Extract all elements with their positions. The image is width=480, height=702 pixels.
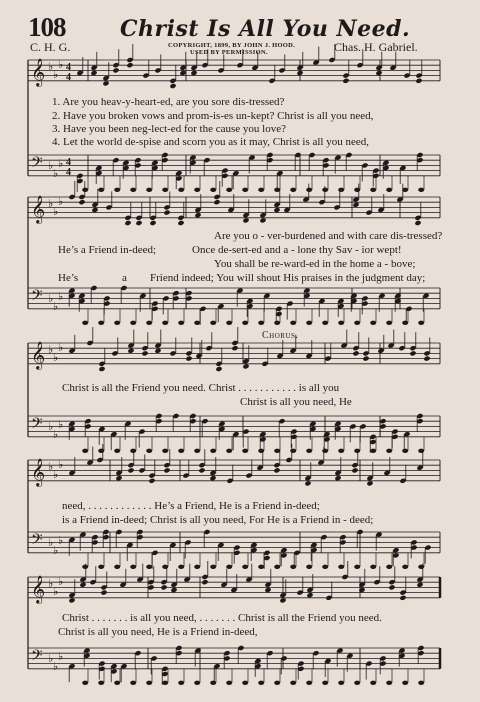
note-head xyxy=(162,321,168,325)
note-head xyxy=(322,321,328,325)
flat-sign: ♭ xyxy=(58,290,64,303)
note-head xyxy=(91,207,98,213)
note-head xyxy=(98,565,104,569)
note-head xyxy=(423,356,430,362)
chorus-lyric-lower-2: is a Friend in-deed; Christ is all you need, For He is a Friend in - deed; xyxy=(62,514,374,526)
note-head xyxy=(126,62,133,68)
note-head xyxy=(127,348,134,354)
note-head xyxy=(194,321,200,325)
note-head xyxy=(114,188,120,192)
note-head xyxy=(210,681,216,685)
note-head xyxy=(296,70,303,76)
note-head xyxy=(306,565,312,569)
note-head xyxy=(114,565,120,569)
chorus-lyric-upper: Christ is all the Friend you need. Christ . . . . . . . . . . . is all you xyxy=(62,382,340,394)
note-head xyxy=(194,188,200,192)
note-head xyxy=(135,220,142,226)
note-head xyxy=(258,449,264,453)
note-head xyxy=(194,449,200,453)
flat-sign: ♭ xyxy=(48,343,54,356)
note-head xyxy=(279,597,286,603)
note-head xyxy=(130,681,136,685)
verse-3-lyric: 3. Have you been neg-lect-ed for the cause you love? xyxy=(52,123,286,135)
time-signature: 4 xyxy=(66,62,71,73)
note-head xyxy=(370,449,376,453)
flat-sign: ♭ xyxy=(58,341,64,354)
flat-sign: ♭ xyxy=(48,536,54,549)
note-head xyxy=(98,321,104,325)
note-head xyxy=(162,565,168,569)
flat-sign: ♭ xyxy=(53,351,59,364)
bass-clef: 𝄢 xyxy=(31,531,43,552)
flat-sign: ♭ xyxy=(53,544,59,557)
note-head xyxy=(102,80,109,86)
flat-sign: ♭ xyxy=(48,197,54,210)
note-head xyxy=(194,212,201,218)
note-head xyxy=(160,584,167,590)
note-head xyxy=(366,480,373,486)
note-head xyxy=(163,467,170,473)
treble-clef: 𝄞 xyxy=(31,575,46,603)
note-head xyxy=(177,220,184,226)
note-head xyxy=(418,565,424,569)
note-head xyxy=(82,565,88,569)
note-head xyxy=(258,681,264,685)
note-head xyxy=(338,449,344,453)
note-head xyxy=(409,350,416,356)
note-head xyxy=(170,587,177,593)
note-head xyxy=(306,592,313,598)
note-head xyxy=(242,363,249,369)
note-head xyxy=(322,449,328,453)
flat-sign: ♭ xyxy=(58,575,64,588)
note-head xyxy=(338,565,344,569)
note-head xyxy=(322,565,328,569)
note-head xyxy=(338,188,344,192)
note-head xyxy=(178,321,184,325)
note-head xyxy=(370,681,376,685)
note-head xyxy=(274,321,280,325)
note-head xyxy=(415,78,422,84)
flat-sign: ♭ xyxy=(53,660,59,673)
note-head xyxy=(242,321,248,325)
flat-sign: ♭ xyxy=(53,468,59,481)
note-head xyxy=(215,366,222,372)
note-head xyxy=(190,70,197,76)
note-head xyxy=(231,345,238,351)
note-head xyxy=(416,582,423,588)
note-head xyxy=(114,321,120,325)
note-head xyxy=(290,565,296,569)
note-head xyxy=(370,565,376,569)
note-head xyxy=(98,188,104,192)
note-head xyxy=(414,220,421,226)
note-head xyxy=(388,584,395,590)
note-head xyxy=(354,188,360,192)
flat-sign: ♭ xyxy=(53,300,59,313)
note-head xyxy=(290,321,296,325)
flat-sign: ♭ xyxy=(48,652,54,665)
note-head xyxy=(210,449,216,453)
note-head xyxy=(124,220,131,226)
note-head xyxy=(82,681,88,685)
note-head xyxy=(273,467,280,473)
note-head xyxy=(210,565,216,569)
note-head xyxy=(148,478,155,484)
note-head xyxy=(290,449,296,453)
flat-sign: ♭ xyxy=(48,420,54,433)
note-head xyxy=(226,681,232,685)
note-head xyxy=(290,188,296,192)
flat-sign: ♭ xyxy=(53,68,59,81)
flat-sign: ♭ xyxy=(53,205,59,218)
note-head xyxy=(273,207,280,213)
note-head xyxy=(274,188,280,192)
note-head xyxy=(306,188,312,192)
note-head xyxy=(354,449,360,453)
note-head xyxy=(114,681,120,685)
note-head xyxy=(402,321,408,325)
flat-sign: ♭ xyxy=(58,195,64,208)
note-head xyxy=(146,681,152,685)
time-signature: 4 xyxy=(66,157,71,168)
chorus-lyric-upper-3: Christ . . . . . . . is all you need, . . . . . . . Christ is all the Friend you need. xyxy=(62,612,382,624)
note-head xyxy=(274,565,280,569)
note-head xyxy=(100,590,107,596)
note-head xyxy=(242,565,248,569)
note-head xyxy=(210,321,216,325)
note-head xyxy=(178,188,184,192)
note-head xyxy=(185,356,192,362)
note-head xyxy=(354,321,360,325)
bass-clef: 𝄢 xyxy=(31,287,43,308)
note-head xyxy=(352,202,359,208)
flat-sign: ♭ xyxy=(58,458,64,471)
note-head xyxy=(290,681,296,685)
bass-clef: 𝄢 xyxy=(31,154,43,175)
note-head xyxy=(226,188,232,192)
permission-line: USED BY PERMISSION. xyxy=(190,49,268,56)
note-head xyxy=(386,449,392,453)
note-head xyxy=(264,587,271,593)
note-head xyxy=(370,321,376,325)
note-head xyxy=(114,449,120,453)
flat-sign: ♭ xyxy=(53,167,59,180)
note-head xyxy=(213,199,220,205)
note-head xyxy=(127,467,134,473)
note-head xyxy=(82,321,88,325)
note-head xyxy=(242,681,248,685)
chorus-lyric-lower-3: Christ is all you need, He is a Friend in-deed, xyxy=(58,626,258,638)
note-head xyxy=(130,449,136,453)
note-head xyxy=(163,210,170,216)
note-head xyxy=(370,188,376,192)
note-head xyxy=(386,565,392,569)
verse-4-lyric-cont: Friend indeed; You will shout His praises in the judgment day; xyxy=(150,272,426,284)
time-signature: 4 xyxy=(66,72,71,83)
copyright-line: COPYRIGHT, 1899, BY JOHN J. HOOD. xyxy=(168,42,296,49)
note-head xyxy=(162,681,168,685)
note-head xyxy=(352,350,359,356)
note-head xyxy=(179,70,186,76)
flat-sign: ♭ xyxy=(48,60,54,73)
note-head xyxy=(258,321,264,325)
note-head xyxy=(306,321,312,325)
flat-sign: ♭ xyxy=(48,577,54,590)
treble-clef: 𝄞 xyxy=(31,341,46,369)
note-head xyxy=(402,681,408,685)
note-head xyxy=(418,681,424,685)
note-head xyxy=(274,681,280,685)
note-head xyxy=(98,681,104,685)
flat-sign: ♭ xyxy=(58,650,64,663)
flat-sign: ♭ xyxy=(58,534,64,547)
note-head xyxy=(418,449,424,453)
note-head xyxy=(226,449,232,453)
note-head xyxy=(141,350,148,356)
flat-sign: ♭ xyxy=(48,460,54,473)
note-head xyxy=(334,475,341,481)
note-head xyxy=(338,681,344,685)
composer-credit: Chas. H. Gabriel. xyxy=(334,40,418,54)
note-head xyxy=(402,565,408,569)
verse-1-lyric-cont: Are you o - ver-burdened and with care dis-tressed? xyxy=(214,230,443,242)
note-head xyxy=(306,449,312,453)
note-head xyxy=(82,449,88,453)
note-head xyxy=(386,188,392,192)
note-head xyxy=(386,681,392,685)
note-head xyxy=(78,199,85,205)
note-head xyxy=(112,67,119,73)
note-head xyxy=(162,188,168,192)
note-head xyxy=(130,565,136,569)
note-head xyxy=(342,78,349,84)
note-head xyxy=(402,449,408,453)
note-head xyxy=(209,475,216,481)
note-head xyxy=(210,188,216,192)
note-head xyxy=(149,220,156,226)
treble-clef: 𝄞 xyxy=(31,458,46,486)
note-head xyxy=(358,587,365,593)
note-head xyxy=(226,321,232,325)
hymn-title: Christ Is All You Need. xyxy=(120,16,411,42)
verse-1-lyric: 1. Are you heav-y-heart-ed, are you sore dis-tressed? xyxy=(52,96,285,108)
note-head xyxy=(375,70,382,76)
flat-sign: ♭ xyxy=(48,159,54,172)
note-head xyxy=(130,188,136,192)
note-head xyxy=(68,597,75,603)
note-head xyxy=(242,217,249,223)
note-head xyxy=(98,449,104,453)
note-head xyxy=(154,348,161,354)
chorus-lyric-upper-2: need, . . . . . . . . . . . . He’s a Friend, He is a Friend in-deed; xyxy=(62,500,320,512)
note-head xyxy=(194,565,200,569)
note-head xyxy=(242,449,248,453)
note-head xyxy=(399,595,406,601)
chorus-lyric-lower: Christ is all you need, He xyxy=(240,396,352,408)
flat-sign: ♭ xyxy=(58,58,64,71)
note-head xyxy=(306,681,312,685)
note-head xyxy=(90,70,97,76)
verse-4-lyric: 4. Let the world de-spise and scorn you as it may, Christ is all you need, xyxy=(52,136,370,148)
note-head xyxy=(354,565,360,569)
note-head xyxy=(201,579,208,585)
note-head xyxy=(178,681,184,685)
note-head xyxy=(258,565,264,569)
bass-clef: 𝄢 xyxy=(31,415,43,436)
note-head xyxy=(146,188,152,192)
note-head xyxy=(338,321,344,325)
note-head xyxy=(130,321,136,325)
verse-3-lyric-cont: You shall be re-ward-ed in the home a - bove; xyxy=(214,258,416,270)
note-head xyxy=(79,582,86,588)
bass-lyric-hes: He’s xyxy=(58,272,79,284)
note-head xyxy=(418,321,424,325)
note-head xyxy=(362,356,369,362)
verse-2-lyric-cont: Once de-sert-ed and a - lone thy Sav - ior wept! xyxy=(192,244,402,256)
note-head xyxy=(146,565,152,569)
treble-clef: 𝄞 xyxy=(31,195,46,223)
note-head xyxy=(304,480,311,486)
flat-sign: ♭ xyxy=(53,428,59,441)
note-head xyxy=(98,366,105,372)
note-head xyxy=(322,681,328,685)
note-head xyxy=(242,188,248,192)
refrain-echo-lyric: He’s a Friend in-deed; xyxy=(58,244,157,256)
note-head xyxy=(226,565,232,569)
verse-2-lyric: 2. Have you broken vows and prom-is-es un-kept? Christ is all you need, xyxy=(52,110,374,122)
hymn-number: 108 xyxy=(28,12,66,42)
flat-sign: ♭ xyxy=(58,157,64,170)
bass-lyric-a: a xyxy=(122,272,127,284)
note-head xyxy=(194,681,200,685)
time-signature: 4 xyxy=(66,167,71,178)
note-head xyxy=(418,188,424,192)
note-head xyxy=(354,681,360,685)
note-head xyxy=(146,449,152,453)
note-head xyxy=(259,217,266,223)
lyricist-credit: C. H. G. xyxy=(30,40,71,54)
note-head xyxy=(198,467,205,473)
note-head xyxy=(115,475,122,481)
treble-clef: 𝄞 xyxy=(31,58,46,86)
note-head xyxy=(162,449,168,453)
note-head xyxy=(169,83,176,89)
note-head xyxy=(258,188,264,192)
note-head xyxy=(147,584,154,590)
bass-clef: 𝄢 xyxy=(31,647,43,668)
flat-sign: ♭ xyxy=(53,585,59,598)
flat-sign: ♭ xyxy=(48,292,54,305)
chorus-label: Chorus. xyxy=(262,330,299,341)
note-head xyxy=(274,449,280,453)
note-head xyxy=(146,321,152,325)
note-head xyxy=(351,467,358,473)
note-head xyxy=(178,565,184,569)
note-head xyxy=(386,321,392,325)
flat-sign: ♭ xyxy=(58,418,64,431)
note-head xyxy=(178,449,184,453)
note-head xyxy=(322,188,328,192)
